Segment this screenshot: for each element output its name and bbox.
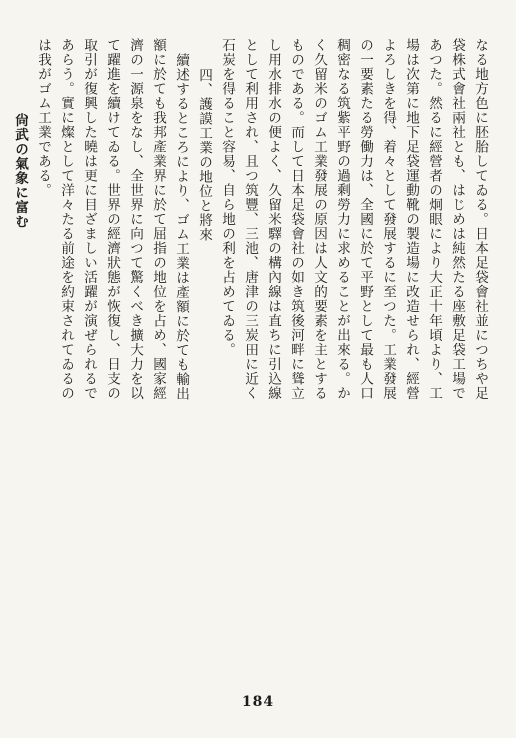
text-line: あらう。實に燦として洋々たる前途を約束されてゐるの (58, 38, 74, 401)
text-line: 稠密なる筑紫平野の過剩勞力に求めることが出來る。か (334, 38, 350, 401)
text-line: 額に於ても我邦產業界に於て屈指の地位を占め、國家經 (150, 38, 166, 401)
text-line: なる地方色に胚胎してゐる。日本足袋會社並につちや足 (472, 38, 488, 401)
text-line: として利用され、且つ筑豐、三池、唐津の三炭田に近く (242, 38, 258, 401)
text-line: 尙武の氣象に富む (12, 113, 28, 229)
text-line: 四、護謨工業の地位と將來 (196, 68, 212, 242)
vertical-text-body (0, 38, 486, 688)
text-line: ものである。而して日本足袋會社の如き筑後河畔に聳立 (288, 38, 304, 401)
text-line: く久留米のゴム工業發展の原因は人文的要素を主とする (311, 38, 327, 401)
text-line: 取引が復興した曉は更に目ざましい活躍が演ぜられるで (81, 38, 97, 401)
text-line: て躍進を續けてゐる。世界の經濟狀態が恢復し、日支の (104, 38, 120, 401)
text-line: よろしきを得、着々として發展するに至つた。工業發展 (380, 38, 396, 401)
text-line: の一要素たる勞働力は、全國に於て平野として最も人口 (357, 38, 373, 401)
text-line: 袋株式會社兩社とも、はじめは純然たる座敷足袋工場で (449, 38, 465, 401)
text-line: し用水排水の便よく、久留米驛の構內線は直ちに引込線 (265, 38, 281, 401)
text-line: あつた。然るに經營者の炯眼により大正十年頃より、工 (426, 38, 442, 401)
text-line: 濟の一源泉をなし、全世界に向つて驚くべき擴大力を以 (127, 38, 143, 401)
text-line: 場は次第に地下足袋運動靴の製造場に改造せられ、經營 (403, 38, 419, 401)
text-line: 石炭を得ること容易、自ら地の利を占めてゐる。 (219, 38, 235, 357)
text-line: 續述するところにより、ゴム工業は產額に於ても輸出 (173, 53, 189, 401)
page-number: 184 (241, 694, 275, 710)
text-line: は我がゴム工業である。 (35, 38, 51, 198)
